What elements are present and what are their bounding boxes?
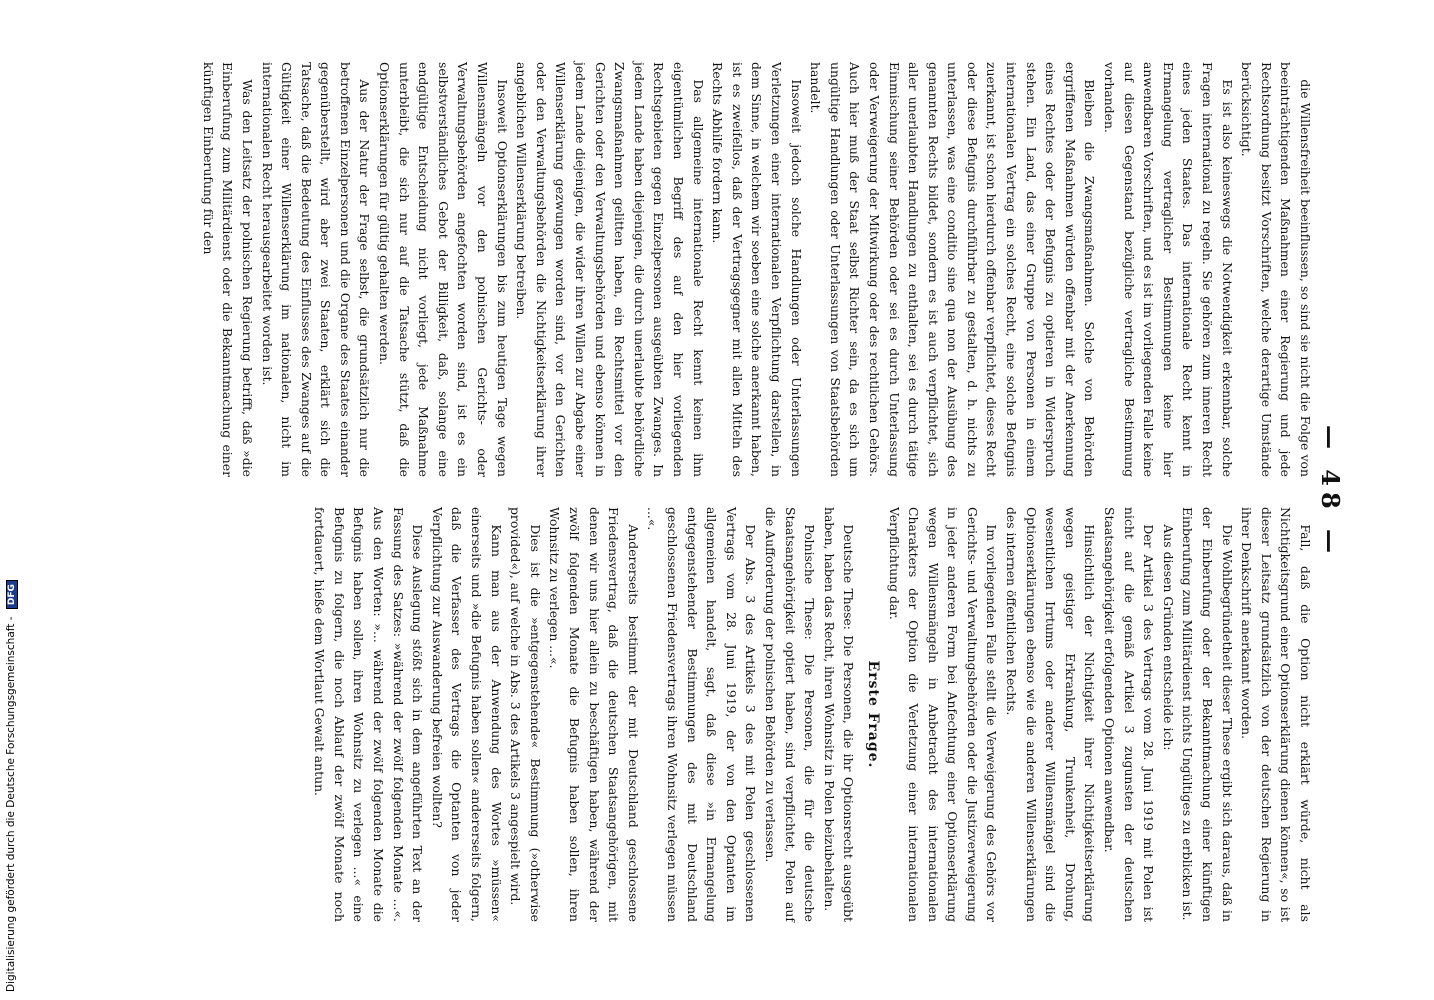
paragraph: Das allgemeine internationale Recht kennt keinen ihm eigentümlichen Begriff des auf den hier vorliegenden Rechtsgebieten gegen Einzelpersonen ausgeübten Zwanges. In jedem Lande haben diejenigen, die durch unerlaubte behördliche Zwangsmaßnahmen gelitten haben, ein Rechtsmittel vor den Gerichten oder den Verwaltungsbehörden und ebenso können in jedem Lande diejenigen, die wider ihren Willen zur Abgabe einer Willenserklärung gezwungen worden sind, vor den Gerichten oder den Verwaltungsbehörden die Nichtigkeitserklärung ihrer angeblichen Willenserklärung betreiben. xyxy=(514,62,706,477)
dfg-logo: DFG xyxy=(6,580,18,609)
paragraph: die Willensfreiheit beeinflussen, so sind sie nicht die Folge von beeinträchtigenden Maßnahmen einer Regierung und jede Rechtsordnung besitzt Vorschriften, welche derartige Umstände berücksichtigt. xyxy=(1239,62,1313,477)
footer-strip xyxy=(4,12,24,992)
paragraph: Hinsichtlich der Nichtigkeit ihrer Nichtigkeitserklärung wegen geistiger Erkrankung, Trunkenheit, Drohung, wesentlichen Irrtums oder anderer Willensmängel sind die Optionserklärungen ebenso wie die anderen Willenserklärungen des internen öffentlichen Rechts. xyxy=(1004,507,1098,922)
footer-text xyxy=(5,580,18,992)
paragraph: Andererseits bestimmt der mit Deutschland geschlossene Friedensvertrag, daß die deutschen Staatsangehörigen, mit denen wir uns hier allein zu beschäftigen haben, während der zwölf folgenden Monate die Befugnis haben sollen, ihren Wohnsitz zu verlegen ...«. xyxy=(547,507,641,922)
paragraph: Der Artikel 3 des Vertrags vom 28. Juni 1919 mit Polen ist nicht auf die gemäß Artikel 3 zugunsten der deutschen Staatsangehörigkeit erfolgenden Optionen anwendbar. xyxy=(1102,507,1157,922)
paragraph: Bleiben die Zwangsmaßnahmen. Solche von Behörden ergriffenen Maßnahmen würden offenbar mit der Anerkennung eines Rechtes oder der Befugnis zu optieren in Widerspruch stehen. Ein Land, das einer Gruppe von Personen in einem internationalen Vertrag ein solches Recht, eine solche Befugnis zuerkannt, ist schon hierdurch offenbar verpflichtet, dieses Recht oder diese Befugnis durchführbar zu gestalten, d. h. nichts zu unterlassen, was eine conditio sine qua non der Ausübung des genannten Rechts bildet, sondern es ist auch verpflichtet, sich aller unerlaubten Handlungen zu enthalten, sei es durch tätige Einmischung seiner Behörden oder sei es durch Unterlassung oder Verweigerung der Mitwirkung oder des rechtlichen Gehörs. Auch hier muß der Staat selbst Richter sein, da es sich um ungültige Handlungen oder Unterlassungen von Staatsbehörden handelt. xyxy=(808,62,1098,477)
paragraph: Der Abs. 3 des Artikels 3 des mit Polen geschlossenen Vertrags vom 28. Juni 1919, der von den Optanten im allgemeinen handelt, sagt, daß diese »in Ermangelung entgegenstehender Bestimmungen des mit Deutschland geschlossenen Friedensvertrags ihren Wohnsitz verlegen müssen ...«. xyxy=(645,507,759,922)
paragraph: Fall, daß die Option nicht erklärt würde, nicht als Nichtigkeitsgrund einer Optionserklärung dienen können«, so ist dieser Leitsatz grundsätzlich von der deutschen Regierung in ihrer Denkschrift anerkannt worden. xyxy=(1239,507,1313,922)
paragraph: Was den Leitsatz der polnischen Regierung betrifft, daß »die Einberufung zum Militärdienst oder die Bekanntmachung einer künftigen Einberufung für den xyxy=(200,62,255,477)
paragraph: Im vorliegenden Falle stellt die Verweigerung des Gehörs vor Gerichts- und Verwaltungsbehörden oder die Justizverweigerung in jeder anderen Form bei Anfechtung einer Optionserklärung wegen Willensmängeln in Anbetracht des internationalen Charakters der Option die Verletzung einer internationalen Verpflichtung dar. xyxy=(886,507,1000,922)
paragraph: Die Wohlbegründetheit dieser These ergibt sich daraus, daß in der Einberufung oder der Bekanntmachung einer künftigen Einberufung zum Militärdienst nichts Ungültiges zu erblicken ist. xyxy=(1180,507,1235,922)
right-column xyxy=(312,507,1315,922)
rotated-scan xyxy=(120,62,1345,922)
paragraph: Insoweit Optionserklärungen bis zum heutigen Tage wegen Willensmängeln vor den polnischen Gerichts- oder Verwaltungsbehörden angefochten worden sind, ist es ein selbstverständliches Gebot der Billigkeit, daß, solange eine endgültige Entscheidung nicht vorliegt, jede Maßnahme unterbleibt, die sich nur auf die Tatsache stützt, daß die Optionserklärungen für gültig gehalten werden. xyxy=(377,62,510,477)
paragraph: Diese Auslegung stößt sich in dem angeführten Text an der Fassung des Satzes: »während der zwölf folgenden Monate ...«. Aus den Worten: »... während der zwölf folgenden Monate die Befugnis haben sollen, ihren Wohnsitz zu verlegen ...« eine Befugnis zu folgern, die noch Ablauf der zwölf Monate noch fortdauert, hieße dem Wortlaut Gewalt antun. xyxy=(312,507,426,922)
paragraph: Insoweit jedoch solche Handlungen oder Unterlassungen Verletzungen einer internationalen Verpflichtung darstellen, in dem Sinne, in welchem wir soeben eine solche anerkannt haben, ist es zweifellos, daß der Vertragsgegner mit allen Mitteln des Rechts Abhilfe fordern kann. xyxy=(710,62,804,477)
footer-credit: Digitalisierung gefördert durch die Deutsche Forschungsgemeinschaft - xyxy=(5,616,17,992)
paragraph: Deutsche These: Die Personen, die ihr Optionsrecht ausgeübt haben, haben das Recht, ihren Wohnsitz in Polen beizubehalten. xyxy=(821,507,857,922)
paragraph: Kann man aus der Anwendung des Wortes »müssen« einerseits und »die Befugnis haben sollen« andererseits folgern, daß die Verfasser des Vertrags die Optanten von jeder Verpflichtung zur Auswanderung befreien wollten? xyxy=(429,507,504,922)
left-column xyxy=(200,62,1315,477)
section-heading: Erste Frage. xyxy=(864,660,881,769)
paragraph: Aus der Natur der Frage selbst, die grundsätzlich nur die betroffenen Einzelpersonen und die Organe des Staates einander gegenüberstellt, wird aber zwei Staaten, erklärt sich die Tatsache, daß die Bedeutung des Einflusses des Zwanges auf die Gültigkeit einer Willenserklärung im nationalen, nicht im internationalen Recht herausgearbeitet worden ist. xyxy=(259,62,373,477)
page-number: — 48 — xyxy=(1316,424,1345,560)
paragraph: Dies ist die »entgegenstehende« Bestimmung (»otherwise provided«), auf welche in Abs. 3 des Artikels 3 angespielt wird. xyxy=(508,507,543,922)
paragraph: Es ist also keineswegs die Notwendigkeit erkennbar, solche Fragen international zu regeln. Sie gehören zum inneren Recht eines jeden Staates. Das internationale Recht kennt in Ermangelung vertraglicher Bestimmungen keine hier anwendbaren Vorschriften, und es ist im vorliegenden Falle keine auf diesen Gegenstand bezügliche vertragliche Bestimmung vorhanden. xyxy=(1102,62,1235,477)
paragraph: Aus diesen Gründen entscheide ich: xyxy=(1160,524,1176,751)
paragraph: Polnische These: Die Personen, die für die deutsche Staatsangehörigkeit optiert haben, sind verpflichtet, Polen auf die Aufforderung der polnischen Behörden zu verlassen. xyxy=(762,507,818,922)
